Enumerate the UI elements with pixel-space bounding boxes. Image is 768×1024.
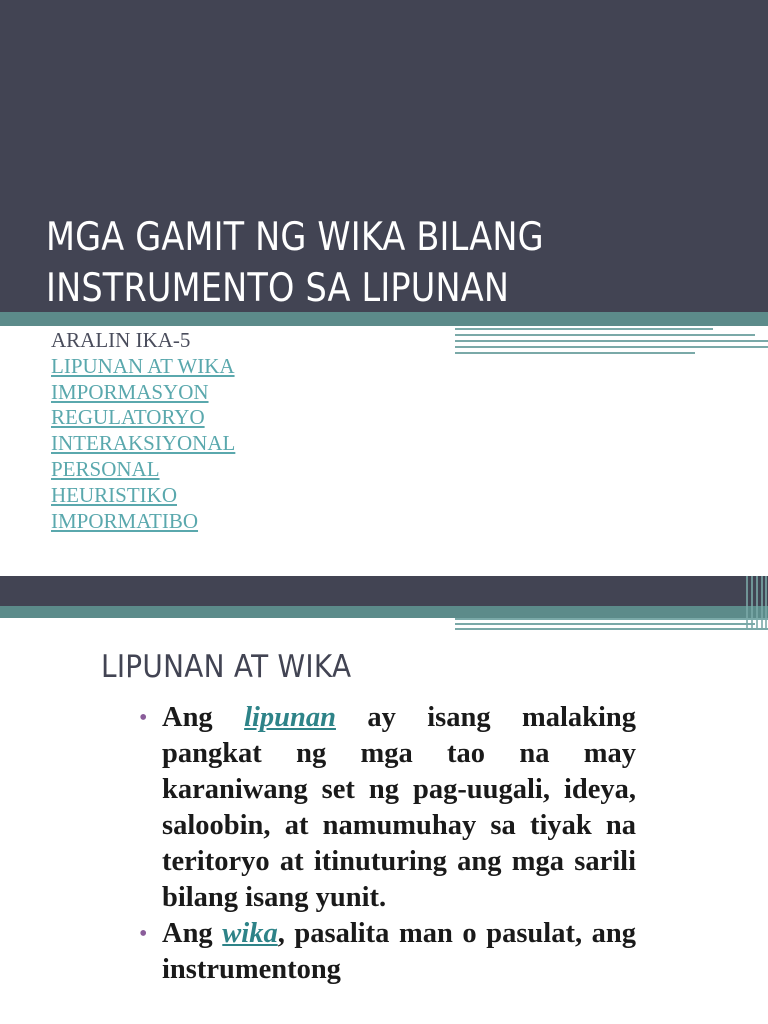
- bullet-prefix: Ang: [162, 702, 245, 733]
- agenda-link-heuristiko[interactable]: HEURISTIKO: [51, 482, 177, 507]
- slide-2: [0, 576, 768, 1024]
- accent-band: [0, 312, 768, 326]
- accent-band: [0, 606, 768, 618]
- bullet-dot-icon: •: [139, 705, 148, 731]
- agenda-link-interaksiyonal[interactable]: INTERAKSIYONAL: [51, 431, 236, 456]
- bullet-prefix: Ang: [162, 918, 223, 949]
- agenda-link-impormatibo[interactable]: IMPORMATIBO: [51, 508, 199, 533]
- section-heading: LIPUNAN AT WIKA: [101, 649, 352, 685]
- bullet-dot-icon: •: [139, 921, 148, 947]
- agenda-link-personal[interactable]: PERSONAL: [51, 456, 160, 481]
- agenda-list: [51, 328, 235, 534]
- term-link-lipunan[interactable]: lipunan: [244, 702, 336, 733]
- bullet-item: [138, 916, 636, 988]
- slide-title: [46, 212, 648, 314]
- bullet-list: [138, 700, 636, 988]
- lesson-number: ARALIN IKA-5: [51, 328, 191, 352]
- agenda-link-regulatoryo[interactable]: REGULATORYO: [51, 405, 205, 430]
- decorative-vertical-lines: [744, 576, 768, 630]
- decorative-lines: [455, 618, 768, 630]
- decorative-lines: [455, 326, 768, 356]
- term-link-wika[interactable]: wika: [222, 918, 278, 949]
- bullet-text: [162, 916, 636, 988]
- agenda-link-lipunan-at-wika[interactable]: LIPUNAN AT WIKA: [51, 353, 235, 378]
- bullet-text: [162, 700, 636, 916]
- header-bar: [0, 576, 768, 606]
- bullet-item: [138, 700, 636, 916]
- slide-title-line-2: INSTRUMENTO SA LIPUNAN: [46, 266, 510, 311]
- slide-title-line-1: MGA GAMIT NG WIKA BILANG: [46, 215, 544, 260]
- bullet-body: ay isang malaking pangkat ng mga tao na may karaniwang set ng pag-uugali, ideya, saloobin, at namumuhay sa tiyak na teritoryo at itinuturing ang mga sarili bilang isang yunit.: [162, 702, 637, 913]
- agenda-link-impormasyon[interactable]: IMPORMASYON: [51, 379, 209, 404]
- bullet-body: , pasalita man o pasulat, ang instrumentong: [162, 918, 636, 985]
